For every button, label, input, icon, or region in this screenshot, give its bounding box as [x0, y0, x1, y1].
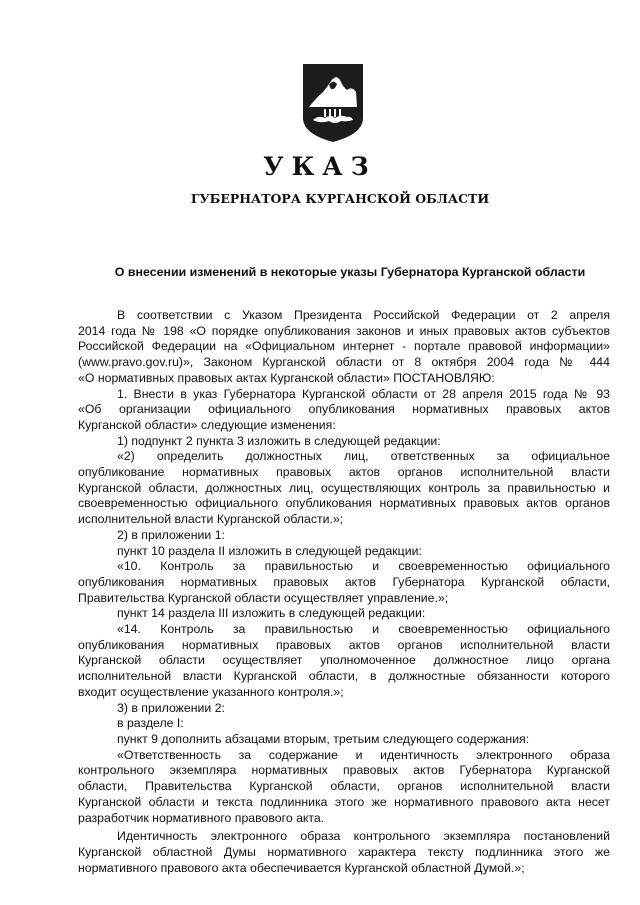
text-line: опубликование нормативных правовых актов органов исполнительной власти [78, 465, 610, 480]
text-line: 2) в приложении 1: [117, 527, 225, 542]
text-line: контрольного экземпляра нормативных правовых актов Губернатора Курганской [78, 763, 610, 778]
text-line: Курганской областной Думы нормативного характера тексту подлинника этого же [78, 844, 610, 859]
document-title: УКАЗ [263, 152, 377, 181]
text-line: исполнительной власти Курганской области.»; [78, 512, 344, 527]
text-line: в разделе I: [117, 716, 184, 731]
text-line: (www.pravo.gov.ru)», Законом Курганской области от 8 октября 2004 года № 444 [78, 355, 610, 370]
text-line: пункт 9 дополнить абзацами вторым, третьим следующего содержания: [117, 731, 530, 746]
text-line: Курганской области и текста подлинника этого же нормативного правового акта несет [78, 794, 610, 809]
text-line: «2) определить должностных лиц, ответственных за официальное [117, 449, 610, 464]
text-line: «О нормативных правовых актах Курганской области» ПОСТАНОВЛЯЮ: [78, 370, 495, 385]
text-line: исполнительной власти Курганской области, в должностные обязанности которого [78, 669, 610, 684]
text-line: своевременностью официального опубликования нормативных правовых актов органов [78, 496, 610, 511]
text-line: Курганской области осуществляет уполномоченное должностное лицо органа [78, 653, 610, 668]
text-line: 2014 года № 198 «О порядке опубликования законов и иных правовых актов субъектов [78, 323, 610, 338]
text-line: «10. Контроль за правильностью и своевременностью официального [117, 559, 610, 574]
text-line: разработчик нормативного правового акта. [78, 810, 325, 825]
text-line: «Об организации официального опубликования нормативных правовых актов [78, 402, 610, 417]
text-line: пункт 10 раздела II изложить в следующей редакции: [117, 543, 422, 558]
text-line: Правительства Курганской области осуществляет управление.»; [78, 590, 449, 605]
document-subtitle: ГУБЕРНАТОРА КУРГАНСКОЙ ОБЛАСТИ [190, 191, 490, 206]
document-body [78, 308, 610, 876]
text-line: входит осуществление указанного контроля.»; [78, 684, 344, 699]
text-line: В соответствии с Указом Президента Российской Федерации от 2 апреля [117, 308, 610, 322]
text-line: пункт 14 раздела III изложить в следующей редакции: [117, 606, 426, 621]
text-line: Курганской области, должностных лиц, осуществляющих контроль за правильностью и [78, 480, 610, 495]
text-line: Российской Федерации на «Официальном интернет - портале правовой информации» [78, 339, 610, 354]
text-line: «Ответственность за содержание и идентичность электронного образа [117, 747, 610, 762]
text-line: опубликования нормативных правовых актов Губернатора Курганской области, [78, 574, 610, 589]
text-line: Идентичность электронного образа контрольного экземпляра постановлений [117, 829, 610, 844]
text-line: «14. Контроль за правильностью и своевременностью официального [117, 622, 610, 637]
text-line: нормативного правового акта обеспечивается Курганской областной Думой.»; [78, 860, 525, 875]
text-line: 1. Внести в указ Губернатора Курганской области от 28 апреля 2015 года № 93 [117, 386, 610, 401]
document-heading: О внесении изменений в некоторые указы Губернатора Курганской области [114, 265, 586, 279]
text-line: опубликования нормативных правовых актов органов исполнительной власти [78, 637, 610, 652]
coat-of-arms-icon [301, 62, 365, 144]
text-line: 1) подпункт 2 пункта 3 изложить в следующей редакции: [117, 433, 441, 448]
text-line: 3) в приложении 2: [117, 700, 225, 715]
text-line: области, Правительства Курганской области, органов исполнительной власти [78, 779, 610, 794]
text-line: Курганской области» следующие изменения: [78, 417, 336, 432]
